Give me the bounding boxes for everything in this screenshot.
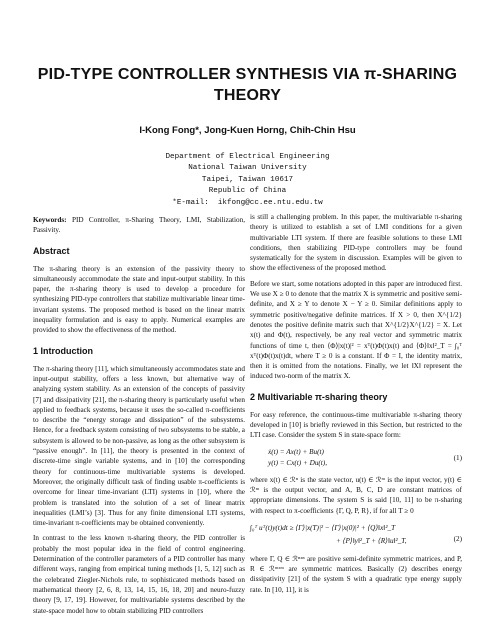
equation-2-number: (2) [453,534,462,543]
affiliation-line: Republic of China [208,187,287,196]
introduction-paragraph-1: The π-sharing theory [11], which simultaneously accommodates state and input-output stability, offers a less known, but alternative way of analyzing system stability. As an extension of the concepts of passivity [7] and dissipativity [21], the π-sharing theory is particularly useful when applied to feedback systems, because it uses the so-called π-coefficients to describe the “energy storage and dissipation” of the subsystems. Hence, for a feedback system consisting of two subsystems to be stable, a subsystem is allowed to be non-passive, as long as the other subsystem is “passive enough”. In [11], the theory is presented in the context of discrete-time single variable systems, and in [10] the corresponding theory for continuous-time multivariable systems is developed. Moreover, the originally difficult task of finding usable π-coefficients is overcome for linear time-invariant (LTI) systems in [10], where the problem is translated into the solution of a set of linear matrix inequalities (LMI’s) [3]. Thus for any finite dimensional LTI systems, time-invariant π-coefficients may be obtained conveniently. [33,364,245,528]
keywords-text: PID Controller, π-Sharing Theory, LMI, Stabilization, Passivity. [33,216,246,235]
keywords [33,215,245,236]
introduction-heading: 1 Introduction [33,345,93,356]
section-2-paragraph-2: where x(t) ∈ ℛⁿ is the state vector, u(t) ∈ ℛᵐ is the input vector, y(t) ∈ ℛᵐ is the output vector, and A, B, C, D are constant matrices of appropriate dimensions. The system S is said [10, 11] to be π-sharing with respect to π-coefficients {Γ, Q, P, R}, if for all T ≥ 0 [250,475,462,515]
equation-1-line-1: ẋ(t) = Ax(t) + Bu(t) [268,447,324,456]
keywords-label: Keywords: [33,216,67,224]
notation-paragraph: Before we start, some notations adopted in this paper are introduced first. We use X ≥ 0 to denote that the matrix X is symmetric and positive semi-definite, and X ≥ Y to denote X − Y ≥ 0. Similar definitions apply to symmetric positive/negative definite matrices. If X > 0, then X^{1/2} denotes the positive definite matrix such that X^{1/2}X^{1/2} = X. Let x(t) and Φ(t), respectively, be any real vector and symmetric matrix functions of time t, then ⟨Φ⟩|x(t)|² = xᵀ(t)Φ(t)x(t) and ⟨Φ⟩‖x‖²_T = ∫₀ᵀ xᵀ(t)Φ(t)x(t)dt, where T ≥ 0 is a constant. If Φ = I, the identity matrix, then it is omitted from the notations. Finally, we let ‖X‖ represent the induced two-norm of the matrix X. [250,279,462,381]
right-column [250,212,462,600]
abstract-text: The π-sharing theory is an extension of the passivity theory to simultaneously accommodate the state and input-output stability. In this paper, the π-sharing theory is used to develop a procedure for synthesizing PID-type controllers that stabilize multivariable linear time-invariant systems. The proposed method is based on the linear matrix inequality formulation and is easy to apply. Numerical examples are provided to show the effectiveness of the method. [33,264,245,335]
affiliation-line: Taipei, Taiwan 10617 [201,175,294,184]
affiliation [30,152,465,209]
abstract-heading: Abstract [33,245,70,256]
equation-2 [250,522,462,548]
affiliation-email: *E-mail: ikfong@cc.ee.ntu.edu.tw [172,198,323,207]
left-column [33,215,245,621]
authors: I-Kong Fong*, Jong-Kuen Horng, Chih-Chin Hsu [139,125,356,136]
equation-2-line-2: + ⟨P⟩‖y‖²_T + ⟨R⟩‖u‖²_T, [336,536,407,545]
equation-1-line-2: y(t) = Cx(t) + Du(t), [268,458,327,467]
title-line-1: PID-TYPE CONTROLLER SYNTHESIS VIA π-SHARING [37,66,458,83]
equation-1 [250,447,462,469]
affiliation-line: National Taiwan University [188,164,307,173]
introduction-paragraph-2: In contrast to the less known π-sharing theory, the PID controller is probably the most popular idea in the field of control engineering. Determination of the controller parameters of a PID controller has many different ways, ranging from empirical tuning methods [1, 5, 12] such as the celebrated Ziegler-Nichols rule, to sophisticated methods based on mathematical theory [2, 6, 8, 13, 14, 15, 16, 18, 20] and neuro-fuzzy theory [9, 17, 19]. However, for multivariable systems described by the state-space model how to obtain stabilizing PID controllers [33,534,245,615]
paper-title [30,64,465,106]
title-line-2: THEORY [213,87,282,104]
section-2-paragraph-3: where Γ, Q ∈ ℛⁿˣⁿ are positive semi-definite symmetric matrices, and P, R ∈ ℛᵐˣᵐ are symmetric matrices. Basically (2) describes energy dissipativity [21] of the system S with a quadratic type energy supply rate. In [10, 11], it is [250,554,462,594]
section-2-heading: 2 Multivariable π-sharing theory [250,391,388,402]
equation-2-line-1: ∫₀ᵀ uᵀ(t)y(t)dt ≥ ⟨Γ⟩|x(T)|² − ⟨Γ⟩|x(0)|² + ⟨Q⟩‖x‖²_T [250,523,396,532]
affiliation-line: Department of Electrical Engineering [165,153,330,161]
section-2-paragraph-1: For easy reference, the continuous-time multivariable π-sharing theory developed in [10] is briefly reviewed in this Section, but restricted to the LTI case. Consider the system S in state-space form: [250,410,462,440]
introduction-paragraph-3: is still a challenging problem. In this paper, the multivariable π-sharing theory is utilized to establish a set of LMI conditions for a given multivariable LTI system. If there are feasible solutions to these LMI conditions, then stabilizing PID-type controllers may be found systematically for the system in discussion. Examples will be given to show the effectiveness of the proposed method. [250,213,462,273]
equation-1-number: (1) [453,453,462,462]
